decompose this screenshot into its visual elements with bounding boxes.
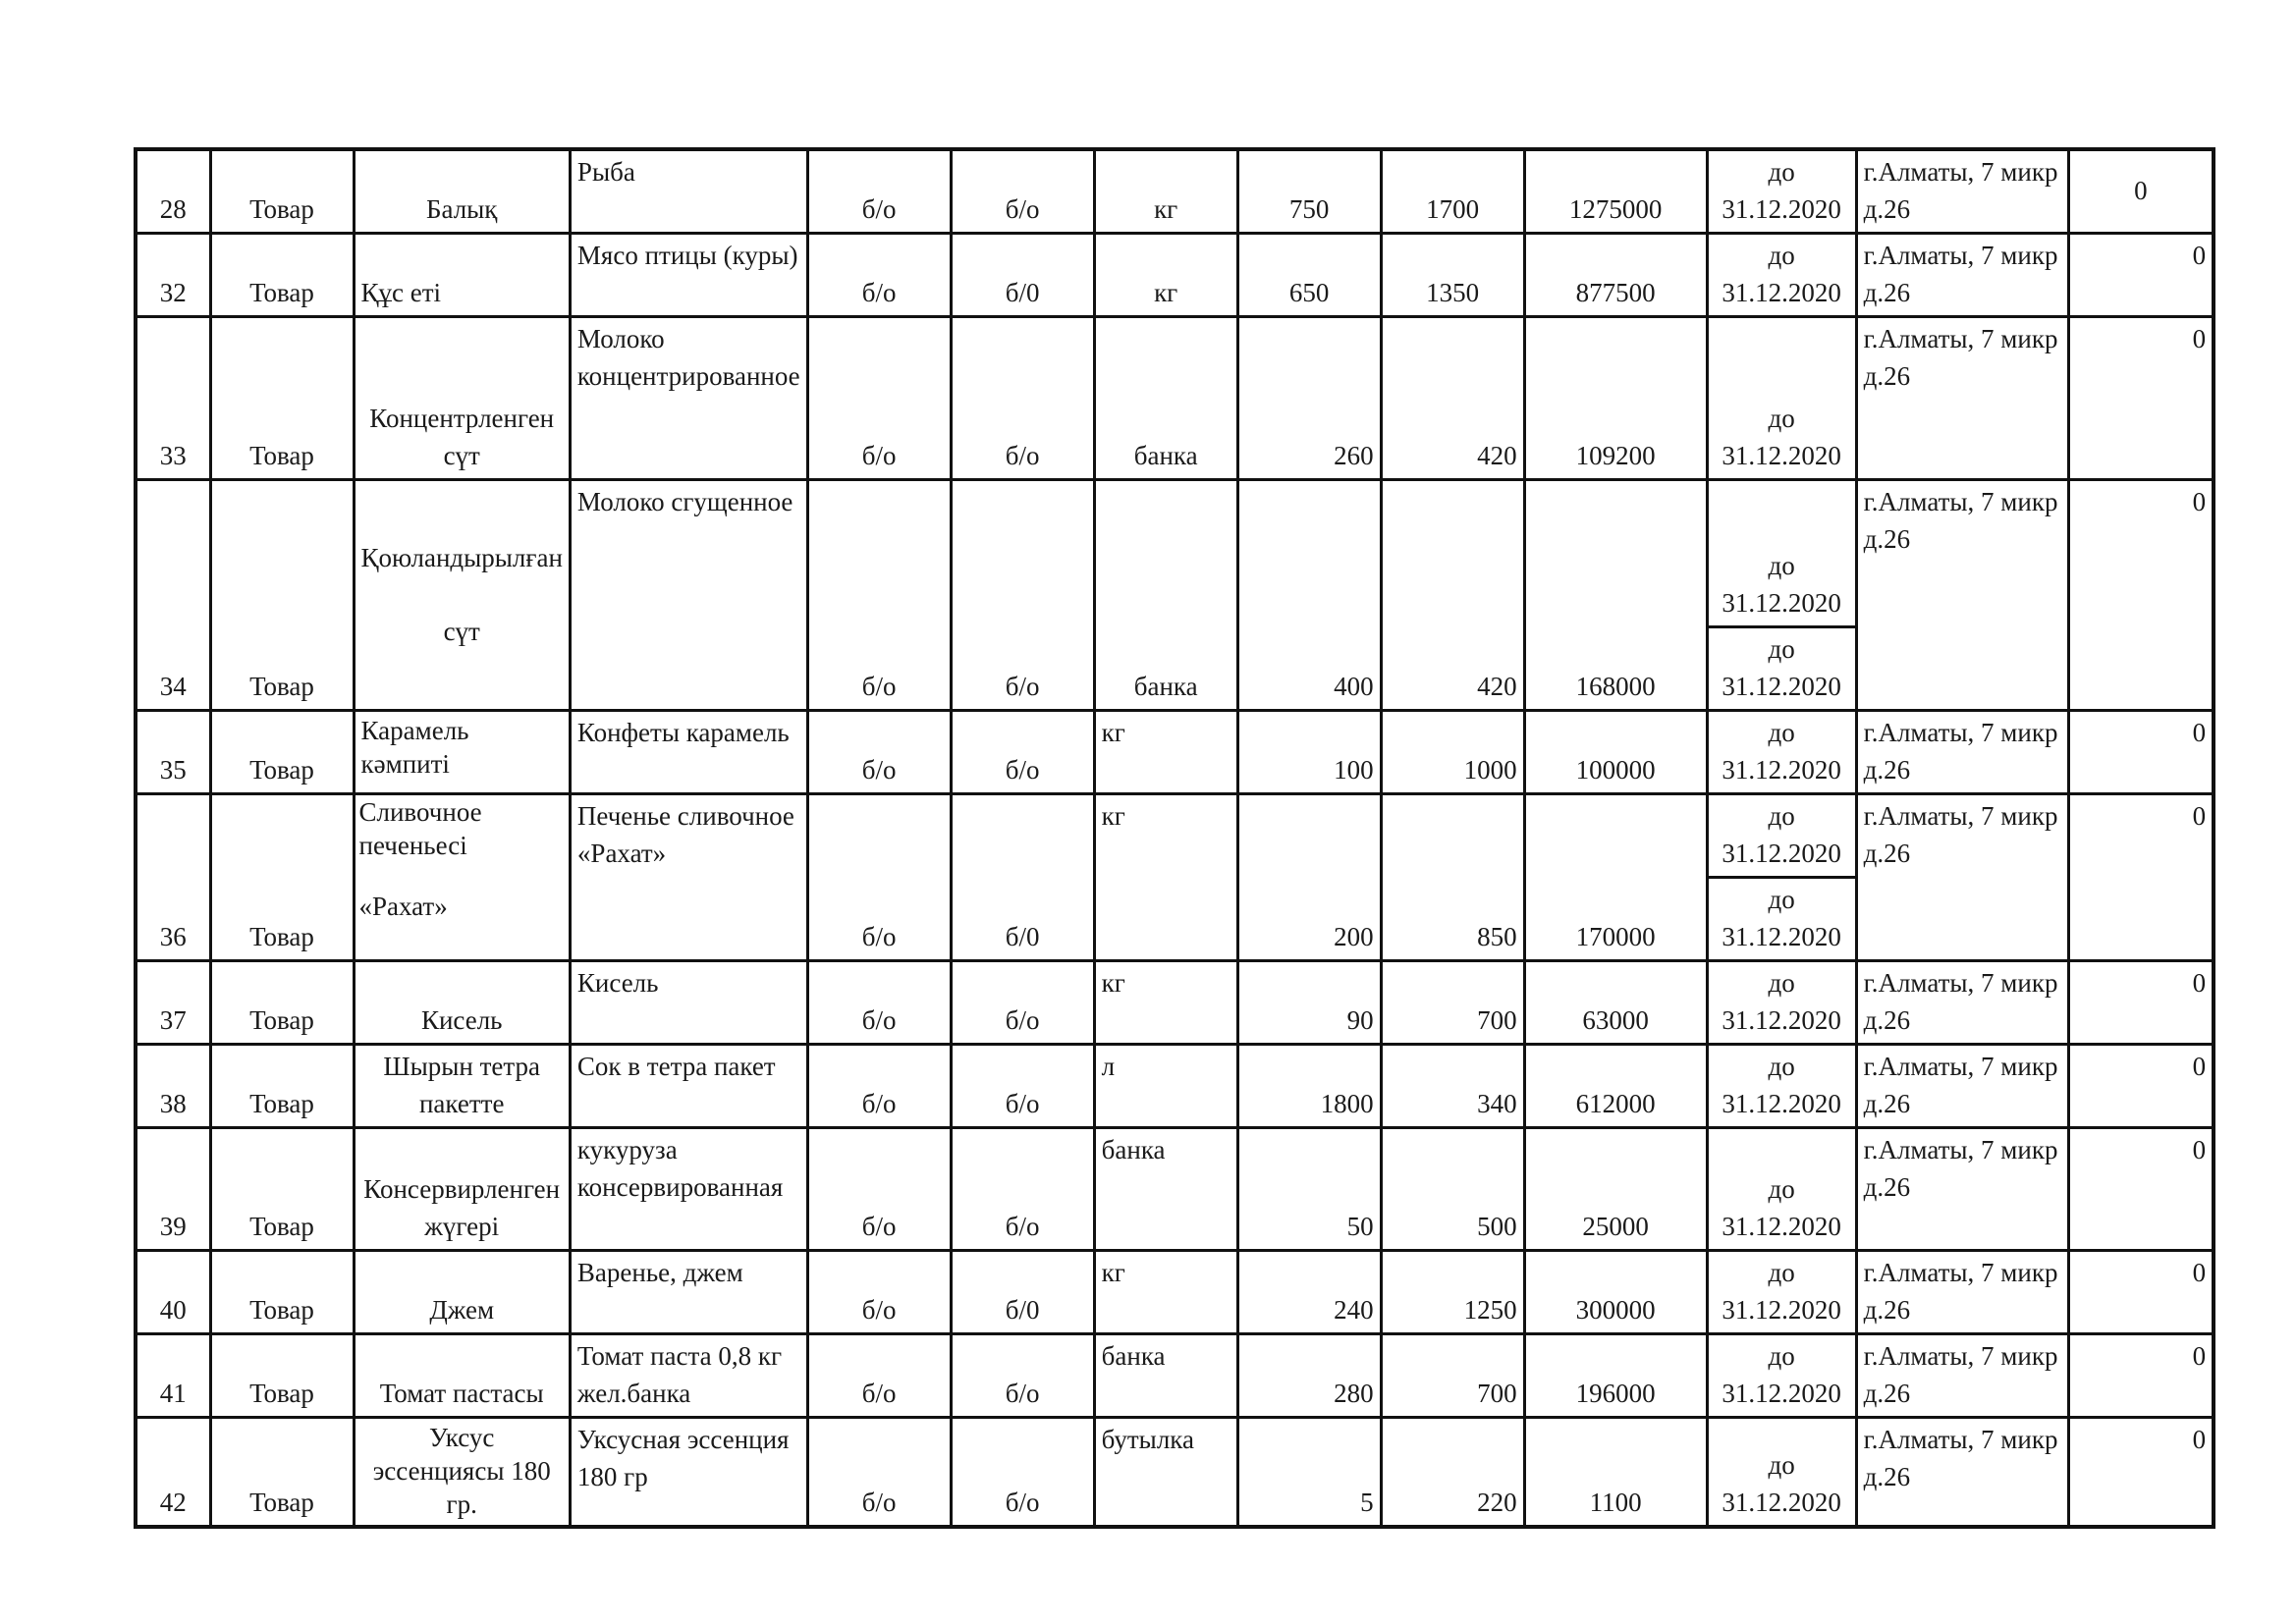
cell-col6: б/о xyxy=(951,1334,1094,1418)
cell-qty: 240 xyxy=(1237,1251,1381,1334)
cell-date: до 31.12.2020 xyxy=(1707,1334,1856,1418)
cell-type: Товар xyxy=(210,234,354,317)
cell-number: 37 xyxy=(136,961,210,1045)
cell-price: 1250 xyxy=(1381,1251,1524,1334)
cell-qty: 90 xyxy=(1237,961,1381,1045)
cell-number: 36 xyxy=(136,794,210,961)
cell-number: 28 xyxy=(136,149,210,234)
cell-number: 39 xyxy=(136,1128,210,1251)
cell-date: до 31.12.2020 xyxy=(1707,1251,1856,1334)
cell-name-ru: Томат паста 0,8 кг жел.банка xyxy=(570,1334,807,1418)
cell-name-kz: Шырын тетра пакетте xyxy=(354,1045,570,1128)
cell-address: г.Алматы, 7 микр д.26 xyxy=(1856,961,2068,1045)
cell-qty: 200 xyxy=(1237,794,1381,961)
cell-last: 0 xyxy=(2068,317,2214,480)
cell-address: г.Алматы, 7 микр д.26 xyxy=(1856,1045,2068,1128)
cell-price: 420 xyxy=(1381,480,1524,711)
cell-last: 0 xyxy=(2068,1334,2214,1418)
cell-unit: кг xyxy=(1094,234,1237,317)
cell-qty: 400 xyxy=(1237,480,1381,711)
cell-qty: 50 xyxy=(1237,1128,1381,1251)
cell-total: 300000 xyxy=(1524,1251,1707,1334)
goods-table xyxy=(134,147,2215,1529)
cell-qty: 750 xyxy=(1237,149,1381,234)
table-row xyxy=(136,1418,2214,1528)
cell-number: 41 xyxy=(136,1334,210,1418)
cell-type: Товар xyxy=(210,1334,354,1418)
cell-address: г.Алматы, 7 микр д.26 xyxy=(1856,794,2068,961)
table-row xyxy=(136,234,2214,317)
cell-last: 0 xyxy=(2068,149,2214,234)
cell-date: до 31.12.2020 xyxy=(1707,794,1856,878)
name-kz-line-2: «Рахат» xyxy=(358,892,448,921)
cell-col5: б/о xyxy=(807,711,951,794)
table-row xyxy=(136,1334,2214,1418)
cell-price: 700 xyxy=(1381,1334,1524,1418)
cell-name-kz: Томат пастасы xyxy=(354,1334,570,1418)
cell-type: Товар xyxy=(210,1418,354,1528)
cell-last: 0 xyxy=(2068,1418,2214,1528)
cell-total: 1275000 xyxy=(1524,149,1707,234)
cell-total: 109200 xyxy=(1524,317,1707,480)
cell-date: до 31.12.2020 xyxy=(1707,317,1856,480)
cell-name-ru: Печенье сливочное «Рахат» xyxy=(570,794,807,961)
cell-qty: 100 xyxy=(1237,711,1381,794)
cell-col6: б/о xyxy=(951,1418,1094,1528)
cell-last: 0 xyxy=(2068,1128,2214,1251)
cell-name-ru: кукуруза консервированная xyxy=(570,1128,807,1251)
cell-name-kz: Құс еті xyxy=(354,234,570,317)
cell-col6: б/0 xyxy=(951,1251,1094,1334)
cell-unit: кг xyxy=(1094,794,1237,961)
cell-name-kz: Джем xyxy=(354,1251,570,1334)
cell-name-ru: Конфеты карамель xyxy=(570,711,807,794)
cell-name-ru: Молоко сгущенное xyxy=(570,480,807,711)
cell-unit: банка xyxy=(1094,1128,1237,1251)
cell-total: 100000 xyxy=(1524,711,1707,794)
cell-price: 420 xyxy=(1381,317,1524,480)
cell-type: Товар xyxy=(210,1128,354,1251)
cell-last: 0 xyxy=(2068,1045,2214,1128)
table-row xyxy=(136,711,2214,794)
cell-type: Товар xyxy=(210,480,354,711)
cell-date: до 31.12.2020 xyxy=(1707,234,1856,317)
cell-qty: 650 xyxy=(1237,234,1381,317)
cell-col6: б/о xyxy=(951,149,1094,234)
cell-col6: б/о xyxy=(951,1045,1094,1128)
cell-unit: банка xyxy=(1094,317,1237,480)
cell-col5: б/о xyxy=(807,234,951,317)
cell-type: Товар xyxy=(210,317,354,480)
cell-type: Товар xyxy=(210,794,354,961)
cell-number: 35 xyxy=(136,711,210,794)
cell-last: 0 xyxy=(2068,480,2214,711)
cell-number: 32 xyxy=(136,234,210,317)
cell-name-kz: Концентрленген сүт xyxy=(354,317,570,480)
cell-col6: б/о xyxy=(951,480,1094,711)
cell-col5: б/о xyxy=(807,1334,951,1418)
table-row xyxy=(136,317,2214,480)
cell-name-kz: Кисель xyxy=(354,961,570,1045)
cell-total: 63000 xyxy=(1524,961,1707,1045)
name-kz-line-1: Қоюландырылған xyxy=(360,543,563,572)
cell-name-ru: Молоко концентрированное xyxy=(570,317,807,480)
cell-unit: кг xyxy=(1094,711,1237,794)
cell-col6: б/0 xyxy=(951,234,1094,317)
cell-unit: кг xyxy=(1094,961,1237,1045)
cell-last: 0 xyxy=(2068,1251,2214,1334)
cell-address: г.Алматы, 7 микр д.26 xyxy=(1856,1128,2068,1251)
table-row xyxy=(136,1251,2214,1334)
cell-total: 196000 xyxy=(1524,1334,1707,1418)
cell-name-kz: Карамель кәмпиті xyxy=(354,711,570,794)
cell-address: г.Алматы, 7 микр д.26 xyxy=(1856,1251,2068,1334)
cell-unit: банка xyxy=(1094,480,1237,711)
cell-unit: кг xyxy=(1094,149,1237,234)
cell-address: г.Алматы, 7 микр д.26 xyxy=(1856,1418,2068,1528)
cell-total: 612000 xyxy=(1524,1045,1707,1128)
cell-qty: 5 xyxy=(1237,1418,1381,1528)
cell-price: 1000 xyxy=(1381,711,1524,794)
table-row xyxy=(136,794,2214,878)
cell-col6: б/о xyxy=(951,961,1094,1045)
cell-date: до 31.12.2020 xyxy=(1707,149,1856,234)
cell-number: 40 xyxy=(136,1251,210,1334)
cell-total: 168000 xyxy=(1524,480,1707,711)
table-row xyxy=(136,1128,2214,1251)
cell-name-ru: Уксусная эссенция 180 гр xyxy=(570,1418,807,1528)
cell-name-kz xyxy=(354,794,570,961)
cell-address: г.Алматы, 7 микр д.26 xyxy=(1856,234,2068,317)
cell-qty: 260 xyxy=(1237,317,1381,480)
cell-col5: б/о xyxy=(807,794,951,961)
cell-number: 42 xyxy=(136,1418,210,1528)
cell-unit: л xyxy=(1094,1045,1237,1128)
cell-unit: бутылка xyxy=(1094,1418,1237,1528)
cell-col5: б/о xyxy=(807,961,951,1045)
cell-date: до 31.12.2020 xyxy=(1707,1128,1856,1251)
cell-type: Товар xyxy=(210,149,354,234)
table-row xyxy=(136,1045,2214,1128)
cell-price: 1700 xyxy=(1381,149,1524,234)
cell-name-ru: Сок в тетра пакет xyxy=(570,1045,807,1128)
cell-name-kz xyxy=(354,480,570,711)
cell-date: до 31.12.2020 xyxy=(1707,480,1856,627)
cell-name-kz: Балық xyxy=(354,149,570,234)
cell-date: до 31.12.2020 xyxy=(1707,1418,1856,1528)
cell-total: 170000 xyxy=(1524,794,1707,961)
cell-price: 500 xyxy=(1381,1128,1524,1251)
cell-name-ru: Рыба xyxy=(570,149,807,234)
cell-number: 34 xyxy=(136,480,210,711)
cell-address: г.Алматы, 7 микр д.26 xyxy=(1856,317,2068,480)
cell-date-2: до 31.12.2020 xyxy=(1707,627,1856,711)
table-row xyxy=(136,961,2214,1045)
cell-col5: б/о xyxy=(807,149,951,234)
cell-col6: б/0 xyxy=(951,794,1094,961)
cell-date: до 31.12.2020 xyxy=(1707,711,1856,794)
cell-name-kz: Уксус эссенциясы 180 гр. xyxy=(354,1418,570,1528)
table-row xyxy=(136,480,2214,627)
cell-last: 0 xyxy=(2068,234,2214,317)
cell-name-ru: Варенье, джем xyxy=(570,1251,807,1334)
cell-price: 220 xyxy=(1381,1418,1524,1528)
cell-last: 0 xyxy=(2068,961,2214,1045)
cell-name-ru: Мясо птицы (куры) xyxy=(570,234,807,317)
cell-col6: б/о xyxy=(951,317,1094,480)
table-row xyxy=(136,149,2214,234)
cell-date: до 31.12.2020 xyxy=(1707,961,1856,1045)
cell-price: 1350 xyxy=(1381,234,1524,317)
cell-type: Товар xyxy=(210,711,354,794)
cell-type: Товар xyxy=(210,1251,354,1334)
cell-address: г.Алматы, 7 микр д.26 xyxy=(1856,711,2068,794)
cell-number: 38 xyxy=(136,1045,210,1128)
cell-col6: б/о xyxy=(951,711,1094,794)
cell-address: г.Алматы, 7 микр д.26 xyxy=(1856,480,2068,711)
cell-col5: б/о xyxy=(807,1251,951,1334)
cell-total: 25000 xyxy=(1524,1128,1707,1251)
cell-qty: 1800 xyxy=(1237,1045,1381,1128)
cell-address: г.Алматы, 7 микр д.26 xyxy=(1856,149,2068,234)
cell-total: 1100 xyxy=(1524,1418,1707,1528)
cell-unit: банка xyxy=(1094,1334,1237,1418)
cell-col5: б/о xyxy=(807,1128,951,1251)
cell-col5: б/о xyxy=(807,1418,951,1528)
name-kz-line-2: сүт xyxy=(443,617,480,646)
cell-total: 877500 xyxy=(1524,234,1707,317)
cell-col6: б/о xyxy=(951,1128,1094,1251)
cell-col5: б/о xyxy=(807,480,951,711)
cell-unit: кг xyxy=(1094,1251,1237,1334)
cell-price: 850 xyxy=(1381,794,1524,961)
cell-col5: б/о xyxy=(807,317,951,480)
name-kz-line-1: Сливочное печеньесі xyxy=(358,797,482,860)
cell-name-ru: Кисель xyxy=(570,961,807,1045)
cell-type: Товар xyxy=(210,1045,354,1128)
cell-date-2: до 31.12.2020 xyxy=(1707,878,1856,961)
cell-last: 0 xyxy=(2068,794,2214,961)
cell-price: 700 xyxy=(1381,961,1524,1045)
cell-date: до 31.12.2020 xyxy=(1707,1045,1856,1128)
cell-col5: б/о xyxy=(807,1045,951,1128)
cell-number: 33 xyxy=(136,317,210,480)
cell-last: 0 xyxy=(2068,711,2214,794)
cell-name-kz: Консервирленген жүгері xyxy=(354,1128,570,1251)
cell-price: 340 xyxy=(1381,1045,1524,1128)
cell-type: Товар xyxy=(210,961,354,1045)
cell-address: г.Алматы, 7 микр д.26 xyxy=(1856,1334,2068,1418)
cell-qty: 280 xyxy=(1237,1334,1381,1418)
